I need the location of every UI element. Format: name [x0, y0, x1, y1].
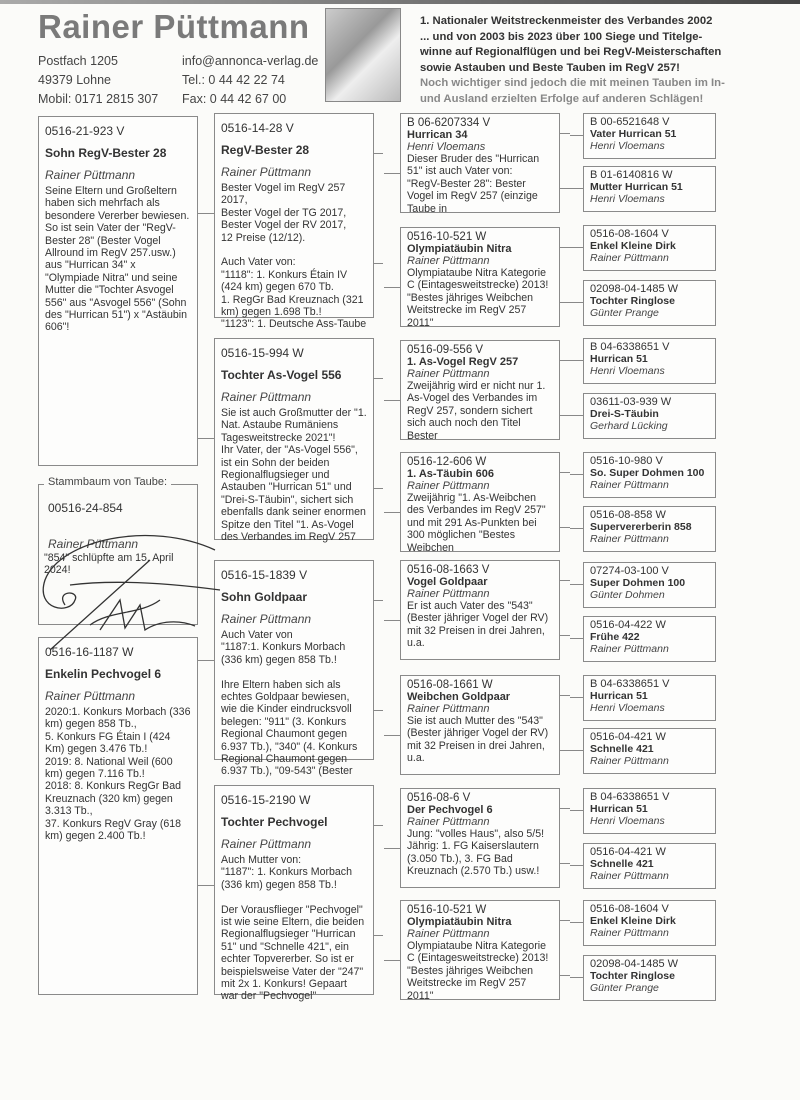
- breeder-name: Rainer Püttmann: [590, 252, 669, 264]
- pigeon-description: Jung: "volles Haus", also 5/5! Jährig: 1. FG Kaiserslautern (3.050 Tb.), 3. FG Bad Kreuznach (2.570 Tb.) usw.!: [407, 828, 545, 878]
- breeder-name: Rainer Püttmann: [221, 390, 312, 404]
- pigeon-name: Sohn RegV-Bester 28: [45, 146, 167, 160]
- pigeon-name: Tochter Pechvogel: [221, 815, 328, 829]
- pigeon-name: Schnelle 421: [590, 858, 654, 870]
- pigeon-name: RegV-Bester 28: [221, 143, 310, 157]
- ring-number: 0516-10-521 W: [407, 231, 487, 243]
- connector-line: [560, 808, 570, 809]
- breeder-name: Rainer Püttmann: [407, 368, 490, 380]
- connector-line: [373, 825, 383, 826]
- pedigree-card[interactable]: [583, 280, 716, 326]
- pedigree-card[interactable]: [214, 338, 374, 544]
- connector-line: [570, 697, 583, 698]
- breeder-name: Henri Vloemans: [590, 815, 665, 827]
- connector-line: [373, 263, 383, 264]
- connector-line: [560, 863, 570, 864]
- pedigree-card[interactable]: [214, 113, 374, 331]
- pigeon-name: Mutter Hurrican 51: [590, 181, 683, 193]
- connector-line: [373, 378, 383, 379]
- connector-line: [560, 695, 570, 696]
- connector-line: [373, 153, 383, 154]
- ring-number: 0516-04-421 W: [590, 731, 666, 743]
- pigeon-name: Enkelin Pechvogel 6: [45, 667, 162, 681]
- pedigree-card[interactable]: [583, 843, 716, 889]
- pedigree-card[interactable]: [583, 728, 716, 774]
- breeder-name: Rainer Püttmann: [590, 479, 669, 491]
- contact-block: [182, 52, 318, 109]
- connector-line: [570, 977, 583, 978]
- subject-text: "854" schlüpfte am 15. April 2024!: [44, 552, 174, 577]
- connector-line: [570, 135, 583, 136]
- breeder-name: Rainer Püttmann: [590, 927, 669, 939]
- connector-line: [373, 710, 383, 711]
- pigeon-description: Dieser Bruder des "Hurrican 51" ist auch Vater von: "RegV-Bester 28": Bester Vogel im RegV 257 (einzige Taube in: [407, 153, 540, 215]
- ring-number: B 06-6207334 V: [407, 117, 491, 129]
- telephone: Tel.: 0 44 42 22 74: [182, 73, 285, 87]
- breeder-name: Rainer Püttmann: [45, 689, 136, 703]
- pigeon-name: Hurrican 51: [590, 353, 648, 365]
- subject-breeder: Rainer Püttmann: [48, 537, 139, 551]
- pedigree-card[interactable]: [400, 227, 560, 327]
- breeder-name: Rainer Püttmann: [407, 255, 490, 267]
- achievements-main: 1. Nationaler Weitstreckenmeister des Verbandes 2002 ... und von 2003 bis 2023 über 100 Siege und Titelge- winne auf Regionalflügen und bei RegV-Meisterschaften sowie Astauben und Beste Tauben im RegV 257!: [420, 15, 722, 74]
- breeder-name: Günter Dohmen: [590, 589, 665, 601]
- connector-line: [384, 620, 400, 621]
- pedigree-card[interactable]: [583, 900, 716, 946]
- ring-number: 0516-08-1663 V: [407, 564, 490, 576]
- breeder-name: Rainer Püttmann: [407, 816, 490, 828]
- pigeon-name: Supervererberin 858: [590, 521, 692, 533]
- signature: [30, 520, 230, 660]
- pedigree-card[interactable]: [583, 506, 716, 552]
- pedigree-card[interactable]: [38, 637, 198, 995]
- connector-line: [384, 512, 400, 513]
- pigeon-name: Schnelle 421: [590, 743, 654, 755]
- pedigree-card[interactable]: [583, 452, 716, 498]
- ring-number: 0516-12-606 W: [407, 456, 487, 468]
- pedigree-card[interactable]: [583, 225, 716, 271]
- connector-line: [373, 488, 383, 489]
- subject-ring: 00516-24-854: [48, 501, 123, 515]
- breeder-name: Günter Prange: [590, 982, 659, 994]
- pedigree-card[interactable]: [583, 616, 716, 662]
- breeder-name: Rainer Püttmann: [407, 480, 490, 492]
- breeder-name: Rainer Püttmann: [590, 533, 669, 545]
- pigeon-description: Sie ist auch Mutter des "543" (Bester jähriger Vogel der RV) mit 32 Preisen in drei Jahren, u.a.: [407, 715, 549, 765]
- breeder-name: Rainer Püttmann: [407, 703, 490, 715]
- connector-line: [384, 173, 400, 174]
- connector-line: [570, 360, 583, 361]
- pedigree-card[interactable]: [400, 788, 560, 888]
- connector-line: [560, 360, 570, 361]
- pigeon-description: Seine Eltern und Großeltern haben sich mehrfach als besondere Vererber bewiesen. So ist sein Vater der "RegV-Bester 28" (Bester Vogel Allround im RegV 257.usw.) aus "Hurrican 34" x "Olympiade Nitra" und seine Mutter die "Tochter Asvogel 556" aus "Asvogel 556" (Sohn des "Hurrican 51") x "Astäubin 606"!: [45, 185, 190, 334]
- pigeon-description: Er ist auch Vater des "543" (Bester jähriger Vogel der RV) mit 32 Preisen in drei Jahren, u.a.: [407, 600, 549, 650]
- breeder-name: Rainer Püttmann: [407, 928, 490, 940]
- pigeon-description: Auch Mutter von: "1187": 1. Konkurs Morbach (336 km) gegen 858 Tb.! Der Vorausflieger "Pechvogel" ist wie seine Eltern, die beiden Regionalflugsieger "Hurrican 51" und "Schnelle 421", ein echter Topvererber. So ist er beispielsweise Vater der "247" mit 2x 1. Konkurs! Gepaart war der "Pechvogel": [221, 854, 365, 1003]
- ring-number: B 04-6338651 V: [590, 678, 670, 690]
- breeder-name: Henri Vloemans: [590, 193, 665, 205]
- breeder-name: Rainer Püttmann: [590, 870, 669, 882]
- subject-legend: Stammbaum von Taube:: [44, 476, 171, 488]
- pigeon-name: Olympiatäubin Nitra: [407, 243, 512, 255]
- ring-number: 0516-09-556 V: [407, 344, 484, 356]
- pigeon-name: Sohn Goldpaar: [221, 590, 308, 604]
- connector-line: [560, 975, 570, 976]
- connector-line: [198, 213, 214, 214]
- ring-number: 0516-08-858 W: [590, 509, 666, 521]
- pedigree-card[interactable]: [400, 900, 560, 1000]
- pigeon-name: Vater Hurrican 51: [590, 128, 677, 140]
- connector-line: [198, 660, 214, 661]
- address-line: 49379 Lohne: [38, 73, 111, 87]
- connector-line: [384, 848, 400, 849]
- breeder-name: Rainer Püttmann: [221, 612, 312, 626]
- pigeon-name: Tochter Ringlose: [590, 970, 675, 982]
- pedigree-card[interactable]: [400, 340, 560, 440]
- ring-number: B 01-6140816 W: [590, 169, 673, 181]
- pigeon-description: Sie ist auch Großmutter der "1. Nat. Astaube Rumäniens Tagesweitstrecke 2021"! Ihr Vater, der "As-Vogel 556", ist ein Sohn der beiden Regionalflugsieger und Astauben "Hurrican 51" und "Drei-S-Täubin", sichert sich ebenfalls dank seiner enormen Spitze den Titel "1. As-Vogel des Verbandes im RegV 257: [221, 407, 367, 544]
- pedigree-card[interactable]: [583, 955, 716, 1001]
- connector-line: [570, 638, 583, 639]
- pigeon-name: Tochter As-Vogel 556: [221, 368, 342, 382]
- pedigree-card[interactable]: [583, 788, 716, 834]
- ring-number: 0516-08-1604 V: [590, 228, 669, 240]
- connector-line: [560, 472, 570, 473]
- ring-number: 0516-15-994 W: [221, 346, 304, 360]
- connector-line: [560, 920, 570, 921]
- pigeon-name: Hurrican 34: [407, 129, 468, 141]
- pedigree-card[interactable]: [583, 338, 716, 384]
- breeder-name: Rainer Püttmann: [221, 165, 312, 179]
- breeder-name: Rainer Püttmann: [45, 168, 136, 182]
- breeder-title: Rainer Püttmann: [38, 8, 310, 45]
- ring-number: 0516-08-1604 V: [590, 903, 669, 915]
- achievements-text: [420, 14, 790, 107]
- connector-line: [570, 528, 583, 529]
- pigeon-name: Super Dohmen 100: [590, 577, 686, 589]
- connector-line: [560, 527, 570, 528]
- connector-line: [570, 750, 583, 751]
- ring-number: 0516-21-923 V: [45, 124, 125, 138]
- pedigree-card[interactable]: [583, 562, 716, 608]
- ring-number: 0516-08-1661 W: [407, 679, 493, 691]
- breeder-name: Rainer Püttmann: [590, 755, 669, 767]
- pigeon-description: Olympiataube Nitra Kategorie C (Eintagesweitstrecke) 2013! "Bestes jähriges Weibchen Weitstrecke im RegV 257 2011": [407, 267, 549, 329]
- address-line: Postfach 1205: [38, 54, 118, 68]
- pedigree-card[interactable]: [214, 560, 374, 778]
- connector-line: [560, 133, 570, 134]
- ring-number: 07274-03-100 V: [590, 565, 669, 577]
- pigeon-description: Zweijährig "1. As-Weibchen des Verbandes im RegV 257" und mit 291 As-Punkten bei 300 möglichen "Bestes Weibchen: [407, 492, 546, 554]
- breeder-photo: [325, 8, 401, 102]
- pigeon-name: Hurrican 51: [590, 803, 648, 815]
- ring-number: 0516-04-421 W: [590, 846, 666, 858]
- pigeon-name: Vogel Goldpaar: [407, 576, 488, 588]
- connector-line: [373, 935, 383, 936]
- connector-line: [560, 580, 570, 581]
- connector-line: [570, 810, 583, 811]
- breeder-name: Gerhard Lücking: [590, 420, 668, 432]
- pedigree-card[interactable]: [583, 675, 716, 721]
- connector-line: [384, 960, 400, 961]
- ring-number: 0516-14-28 V: [221, 121, 294, 135]
- connector-line: [198, 438, 214, 439]
- ring-number: 03611-03-939 W: [590, 396, 672, 408]
- ring-number: B 04-6338651 V: [590, 341, 670, 353]
- connector-line: [570, 247, 583, 248]
- pigeon-name: Frühe 422: [590, 631, 640, 643]
- pedigree-card[interactable]: [214, 785, 374, 1003]
- ring-number: 0516-04-422 W: [590, 619, 666, 631]
- ring-number: B 04-6338651 V: [590, 791, 670, 803]
- pedigree-card[interactable]: [400, 675, 560, 775]
- pedigree-card[interactable]: [583, 113, 716, 159]
- scan-edge: [0, 0, 800, 4]
- pigeon-name: Tochter Ringlose: [590, 295, 675, 307]
- connector-line: [198, 885, 214, 886]
- pedigree-card[interactable]: [400, 452, 560, 552]
- breeder-name: Rainer Püttmann: [407, 588, 490, 600]
- pigeon-description: Auch Vater von "1187:1. Konkurs Morbach (336 km) gegen 858 Tb.! Ihre Eltern haben sich als echtes Goldpaar bewiesen, wie die Kinder eindrucksvoll belegen: "911" (3. Konkurs Regional Chaumont gegen 6.937 Tb.), "340" (4. Konkurs Regional Chaumont gegen 6.937 Tb.), "09-543" (Bester: [221, 629, 358, 778]
- connector-line: [560, 750, 570, 751]
- pedigree-card[interactable]: [583, 393, 716, 439]
- pedigree-card[interactable]: [400, 113, 560, 213]
- breeder-name: Henri Vloemans: [407, 141, 486, 153]
- breeder-name: Rainer Püttmann: [221, 837, 312, 851]
- breeder-name: Henri Vloemans: [590, 365, 665, 377]
- pedigree-card[interactable]: [38, 116, 198, 466]
- connector-line: [570, 302, 583, 303]
- connector-line: [384, 287, 400, 288]
- mobile-number: Mobil: 0171 2815 307: [38, 92, 159, 106]
- connector-line: [560, 302, 570, 303]
- pigeon-name: Enkel Kleine Dirk: [590, 240, 676, 252]
- pigeon-name: Weibchen Goldpaar: [407, 691, 511, 703]
- connector-line: [570, 474, 583, 475]
- connector-line: [570, 922, 583, 923]
- ring-number: 02098-04-1485 W: [590, 958, 679, 970]
- connector-line: [560, 415, 570, 416]
- ring-number: 02098-04-1485 W: [590, 283, 679, 295]
- ring-number: 0516-15-2190 W: [221, 793, 311, 807]
- achievements-note: Noch wichtiger sind jedoch die mit meinen Tauben im In- und Ausland erzielten Erfolge auf anderen Schlägen!: [420, 77, 725, 105]
- address-block: [38, 52, 158, 109]
- breeder-name: Rainer Püttmann: [590, 643, 669, 655]
- connector-line: [570, 865, 583, 866]
- connector-line: [373, 600, 383, 601]
- ring-number: 0516-15-1839 V: [221, 568, 308, 582]
- ring-number: 0516-10-980 V: [590, 455, 663, 467]
- pigeon-name: Hurrican 51: [590, 690, 648, 702]
- pigeon-name: Drei-S-Täubin: [590, 408, 659, 420]
- connector-line: [570, 415, 583, 416]
- pedigree-card[interactable]: [583, 166, 716, 212]
- pigeon-description: Olympiataube Nitra Kategorie C (Eintagesweitstrecke) 2013! "Bestes jähriges Weibchen Weitstrecke im RegV 257 2011": [407, 940, 549, 1002]
- breeder-name: Henri Vloemans: [590, 702, 665, 714]
- ring-number: 0516-08-6 V: [407, 792, 471, 804]
- breeder-name: Günter Prange: [590, 307, 659, 319]
- ring-number: 0516-10-521 W: [407, 904, 487, 916]
- pedigree-card[interactable]: [400, 560, 560, 660]
- pigeon-name: 1. As-Vogel RegV 257: [407, 356, 519, 368]
- pigeon-description: Bester Vogel im RegV 257 2017, Bester Vogel der TG 2017, Bester Vogel der RV 2017, 12 Preise (12/12). Auch Vater von: "1118": 1. Konkurs Étain IV (424 km) gegen 670 Tb. 1. RegGr Bad Kreuznach (321 km) gegen 1.698 Tb.! "1123": 1. Deutsche Ass-Taube: [221, 182, 367, 331]
- pigeon-name: So. Super Dohmen 100: [590, 467, 705, 479]
- ring-number: 0516-16-1187 W: [45, 645, 134, 659]
- fax: Fax: 0 44 42 67 00: [182, 92, 287, 106]
- pigeon-description: Zweijährig wird er nicht nur 1. As-Vogel des Verbandes im RegV 257, sondern sichert sich auch noch den Titel Bester: [407, 380, 546, 442]
- connector-line: [384, 735, 400, 736]
- ring-number: B 00-6521648 V: [590, 116, 670, 128]
- pigeon-name: Enkel Kleine Dirk: [590, 915, 676, 927]
- connector-line: [570, 188, 583, 189]
- connector-line: [384, 400, 400, 401]
- pigeon-name: 1. As-Täubin 606: [407, 468, 495, 480]
- connector-line: [560, 635, 570, 636]
- pigeon-name: Olympiatäubin Nitra: [407, 916, 512, 928]
- connector-line: [560, 188, 570, 189]
- pigeon-name: Der Pechvogel 6: [407, 804, 493, 816]
- email: info@annonca-verlag.de: [182, 54, 319, 68]
- connector-line: [560, 247, 570, 248]
- breeder-name: Henri Vloemans: [590, 140, 665, 152]
- pigeon-description: 2020:1. Konkurs Morbach (336 km) gegen 858 Tb., 5. Konkurs FG Étain I (424 Km) gegen 3.476 Tb.! 2019: 8. National Weil (600 km) gegen 7.116 Tb.! 2018: 8. Konkurs RegGr Bad Kreuznach (320 km) gegen 3.313 Tb., 37. Konkurs RegV Gray (618 km) gegen 2.400 Tb.!: [45, 706, 191, 843]
- connector-line: [570, 584, 583, 585]
